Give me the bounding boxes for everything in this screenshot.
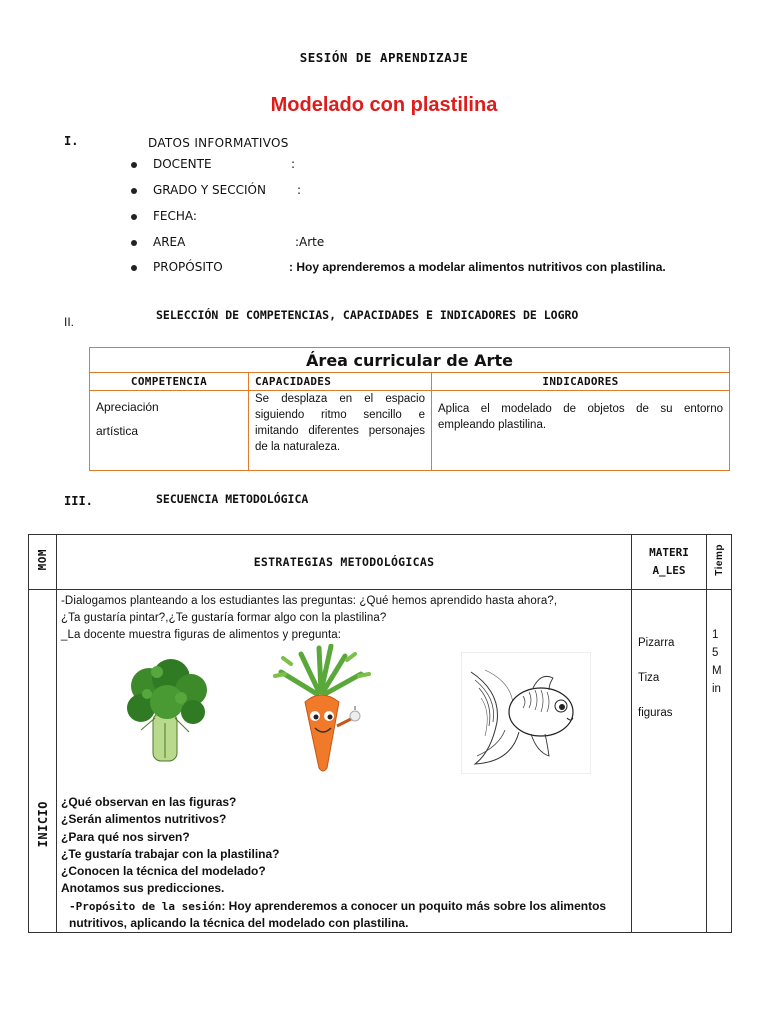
info-item-docente: DOCENTE xyxy=(131,157,212,171)
indicadores-cell: Aplica el modelado de objetos de su entorno empleando plastilina. xyxy=(432,391,730,471)
question-line: Anotamos sus predicciones. xyxy=(61,881,225,896)
section-2-title: SELECCIÓN DE COMPETENCIAS, CAPACIDADES E INDICADORES DE LOGRO xyxy=(156,308,579,322)
info-item-proposito: PROPÓSITO xyxy=(131,260,223,274)
intro-line: ¿Ta gustaría pintar?,¿Te gustaría formar algo con la plastilina? xyxy=(61,612,387,624)
sequence-table xyxy=(28,534,732,933)
lesson-title: Modelado con plastilina xyxy=(270,94,498,116)
question-line: ¿Conocen la técnica del modelado? xyxy=(61,864,266,879)
info-value-proposito: : Hoy aprenderemos a modelar alimentos nutritivos con plastilina. xyxy=(289,260,666,274)
strategies-cell xyxy=(57,590,632,933)
info-item-fecha: FECHA: xyxy=(131,209,197,223)
bullet-icon xyxy=(131,240,137,246)
broccoli-image xyxy=(123,658,213,768)
info-value-grado: : xyxy=(297,183,302,197)
section-2-number: II. xyxy=(64,315,75,329)
info-item-grado: GRADO Y SECCIÓN xyxy=(131,183,266,197)
column-header-indicadores: INDICADORES xyxy=(432,373,730,391)
phase-cell: INICIO xyxy=(29,590,57,933)
document-title: SESIÓN DE APRENDIZAJE xyxy=(299,50,469,65)
food-figures xyxy=(61,644,627,794)
section-1-label: DATOS INFORMATIVOS xyxy=(148,136,289,150)
column-header-capacidades: CAPACIDADES xyxy=(249,373,432,391)
area-curricular-table xyxy=(89,347,730,471)
section-3-number: III. xyxy=(64,494,93,508)
strategies-header: ESTRATEGIAS METODOLÓGICAS xyxy=(57,535,632,590)
material-item: figuras xyxy=(638,707,673,719)
material-item: Pizarra xyxy=(638,637,675,649)
carrot-image xyxy=(261,644,381,774)
time-cell: 1 5 M in xyxy=(707,590,732,933)
intro-line: _La docente muestra figuras de alimentos y pregunta: xyxy=(61,629,342,641)
bullet-icon xyxy=(131,188,137,194)
bullet-icon xyxy=(131,265,137,271)
area-table-heading: Área curricular de Arte xyxy=(90,348,730,373)
question-line: ¿Serán alimentos nutritivos? xyxy=(61,812,227,827)
competencia-cell: Apreciación artística xyxy=(90,391,249,471)
bullet-icon xyxy=(131,214,137,220)
capacidades-cell: Se desplaza en el espacio siguiendo ritmo sencillo e imitando diferentes personajes de la naturaleza. xyxy=(249,391,432,471)
info-item-area: AREA xyxy=(131,235,185,249)
materials-cell xyxy=(632,590,707,933)
intro-line: -Dialogamos planteando a los estudiantes las preguntas: ¿Qué hemos aprendido hasta ahora?, xyxy=(61,595,558,607)
section-3-title: SECUENCIA METODOLÓGICA xyxy=(156,492,309,506)
question-line: ¿Para qué nos sirven? xyxy=(61,829,190,844)
question-line: ¿Qué observan en las figuras? xyxy=(61,795,237,809)
time-header: Tiemp xyxy=(707,535,732,590)
info-value-docente: : xyxy=(291,157,296,171)
column-header-competencia: COMPETENCIA xyxy=(90,373,249,391)
info-value-area: :Arte xyxy=(295,235,325,249)
materials-header: MATERI A_LES xyxy=(632,535,707,590)
bullet-icon xyxy=(131,162,137,168)
session-purpose xyxy=(61,898,627,933)
purpose-label: -Propósito de la sesión xyxy=(69,899,222,913)
section-1-number: I. xyxy=(64,134,79,148)
fish-image xyxy=(461,652,591,774)
mom-header: MOM xyxy=(29,535,57,590)
purpose-text: : Hoy aprenderemos a conocer un poquito más sobre los alimentos nutritivos, aplicando la técnica del modelado con plastilina. xyxy=(69,898,607,931)
material-item: Tiza xyxy=(638,672,660,684)
question-line: ¿Te gustaría trabajar con la plastilina? xyxy=(61,846,280,861)
